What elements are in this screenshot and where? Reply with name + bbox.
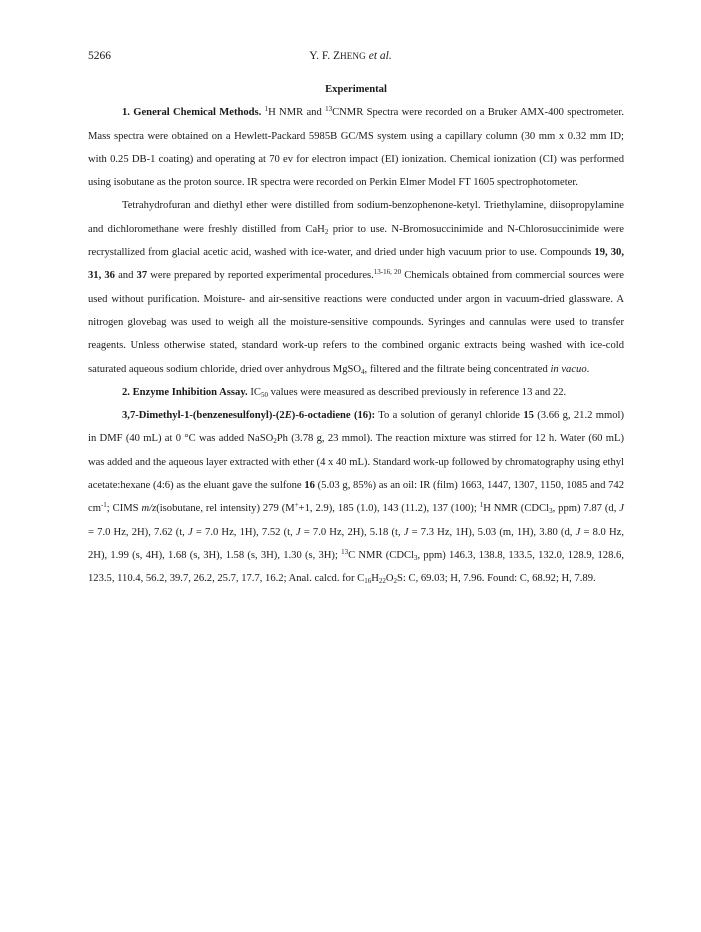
compound-37: 37	[136, 270, 148, 282]
article-body	[88, 78, 624, 591]
paragraph-general-methods: 1. General Chemical Methods. $^1$H NMR and $^{13}$CNMR Spectra were recorded on a Bruker AMX-400 spectrometer. Mass spectra were obtained on a Hewlett-Packard 5985B GC/MS system using a capillary column (30 mm x 0.32 mm ID; with 0.25 DB-1 coating) and operating at 70 ev for electron impact (EI) ionization. Chemical ionization (CI) was performed using isobutane as the proton source. IR spectra were recorded on Perkin Elmer Model FT 1605 spectrophotometer.	[88, 105, 625, 189]
subsection-heading-enzyme: 2. Enzyme Inhibition Assay.	[122, 386, 248, 398]
paragraph-solvents: Tetrahydrofuran and diethyl ether were distilled from sodium-benzophenone-ketyl. Triethylamine, diisopropylamine and dichloromethane were freshly distilled from CaH$_2$ prior to use. N-Bromosuccinimide and N-Chlorosuccinimide were recrystallized from glacial acetic acid, washed with ice-water, and dried under high vacuum prior to use. Compounds 19, 30, 31, 36 and 37 were prepared by reported experimental procedures.$^{13-16, 20}$ Chemicals obtained from commercial sources were used without purification. Moisture- and air-sensitive reactions were conducted under argon in vacuum-dried glassware. A nitrogen glovebag was used to weigh all the moisture-sensitive compounds. Syringes and cannulas were used to transfer reagents. Unless otherwise stated, standard work-up refers to the combined organic extracts being washed with ice-cold saturated aqueous sodium chloride, dried over anhydrous MgSO$_4$, filtered and the filtrate being concentrated in vacuo.	[88, 200, 624, 376]
paragraph-enzyme-assay: 2. Enzyme Inhibition Assay. $IC_{50}$ values were measured as described previously in reference 13 and 22.	[122, 386, 567, 399]
running-head-initials: Y. F. Z	[309, 50, 341, 62]
compound-heading: 3,7-Dimethyl-1-(benzenesulfonyl)-(2E)-6-octadiene (16):	[122, 410, 376, 422]
subsection-heading-general: 1. General Chemical Methods.	[122, 107, 262, 119]
running-head	[0, 50, 701, 62]
running-head-surname: HENG	[340, 51, 366, 61]
running-head-et-al: et al.	[368, 50, 392, 62]
page-number: 5266	[88, 50, 111, 62]
section-title: Experimental	[325, 84, 387, 95]
compound-list: 19, 30, 31, 36	[88, 247, 624, 282]
paragraph-compound-16: 3,7-Dimethyl-1-(benzenesulfonyl)-(2E)-6-octadiene (16): To a solution of geranyl chloride 15 (3.66 g, 21.2 mmol) in DMF (40 mL) at 0 °C was added NaSO$_2$Ph (3.78 g, 23 mmol). The reaction mixture was stirred for 12 h. Water (60 mL) was added and the aqueous layer extracted with ether (4 x 40 mL). Standard work-up followed by chromatography using ethyl acetate:hexane (4:6) as the eluant gave the sulfone 16 (5.03 g, 85%) as an oil: IR (film) 1663, 1447, 1307, 1150, 1085 and 742 $cm^{-1}$; CIMS m/z(isobutane, rel intensity) 279 (M++1, 2.9), 185 (1.0), 143 (11.2), 137 (100); $^1$H NMR (CDCl$_3$, ppm) 7.87 (d, J = 7.0 Hz, 2H), 7.62 (t, J = 7.0 Hz, 1H), 7.52 (t, J = 7.0 Hz, 2H), 5.18 (t, J = 7.3 Hz, 1H), 5.03 (m, 1H), 3.80 (d, J = 8.0 Hz, 2H), 1.99 (s, 4H), 1.68 (s, 3H), 1.58 (s, 3H), 1.30 (s, 3H); $^{13}$C NMR (CDCl$_3$, ppm) 146.3, 138.8, 133.5, 132.0, 128.9, 128.6, 123.5, 110.4, 56.2, 39.7, 26.2, 25.7, 17.7, 16.2; Anal. calcd. for $C_{16}H_{22}O_2S$: C, 69.03; H, 7.96. Found: C, 68.92; H, 7.89.	[88, 410, 625, 586]
reference-citation: 13-16, 20	[373, 268, 402, 277]
